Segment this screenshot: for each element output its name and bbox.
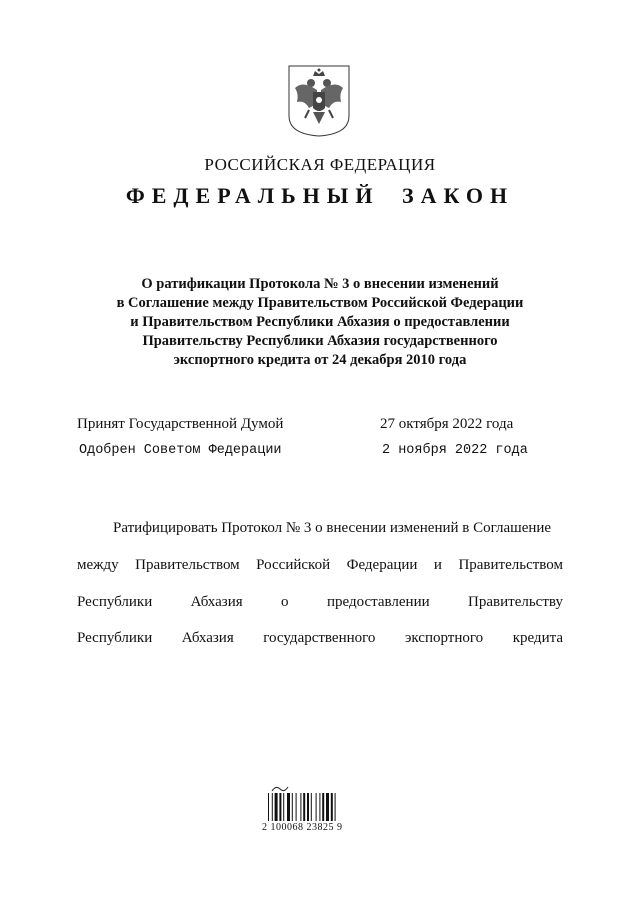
body-text-line [77,594,563,611]
word: Правительству [468,594,563,610]
word: кредита [512,630,563,646]
word: Правительством [458,557,563,573]
word: Федерации [346,557,418,573]
word: Республики [77,630,153,646]
body-text-line [77,630,563,647]
word: предоставлении [326,594,430,610]
word: и [433,557,442,573]
word: Абхазия [190,594,243,610]
barcode-icon [264,783,354,843]
word: экспортного [404,630,484,646]
word: Абхазия [181,630,234,646]
barcode-number: 2 100068 23825 9 [262,822,343,833]
subject-line: экспортного кредита от 24 декабря 2010 года [173,352,467,368]
coat-of-arms-emblem-icon [287,64,351,138]
word: о [281,594,289,610]
law-subject-title [60,275,580,370]
body-text-line: Ратифицировать Протокол № 3 о внесении изменений в Соглашение [113,520,552,536]
word: Республики [77,594,153,610]
word: Российской [256,557,331,573]
body-text-line [77,557,563,574]
subject-line: и Правительством Республики Абхазия о предоставлении [130,314,510,330]
duma-adoption-date: 27 октября 2022 года [380,416,514,432]
country-name: РОССИЙСКАЯ ФЕДЕРАЦИЯ [204,155,436,174]
council-approval-date: 2 ноября 2022 года [382,443,528,458]
council-approval-label: Одобрен Советом Федерации [79,443,282,458]
law-type-title: ФЕДЕРАЛЬНЫЙ ЗАКОН [125,183,515,208]
word: государственного [263,630,376,646]
subject-line: О ратификации Протокола № 3 о внесении изменений [141,276,499,292]
duma-adoption-label: Принят Государственной Думой [77,416,284,432]
word: Правительством [135,557,240,573]
subject-line: Правительству Республики Абхазия государственного [142,333,498,349]
subject-line: в Соглашение между Правительством Российской Федерации [116,295,524,311]
word: между [77,557,119,573]
